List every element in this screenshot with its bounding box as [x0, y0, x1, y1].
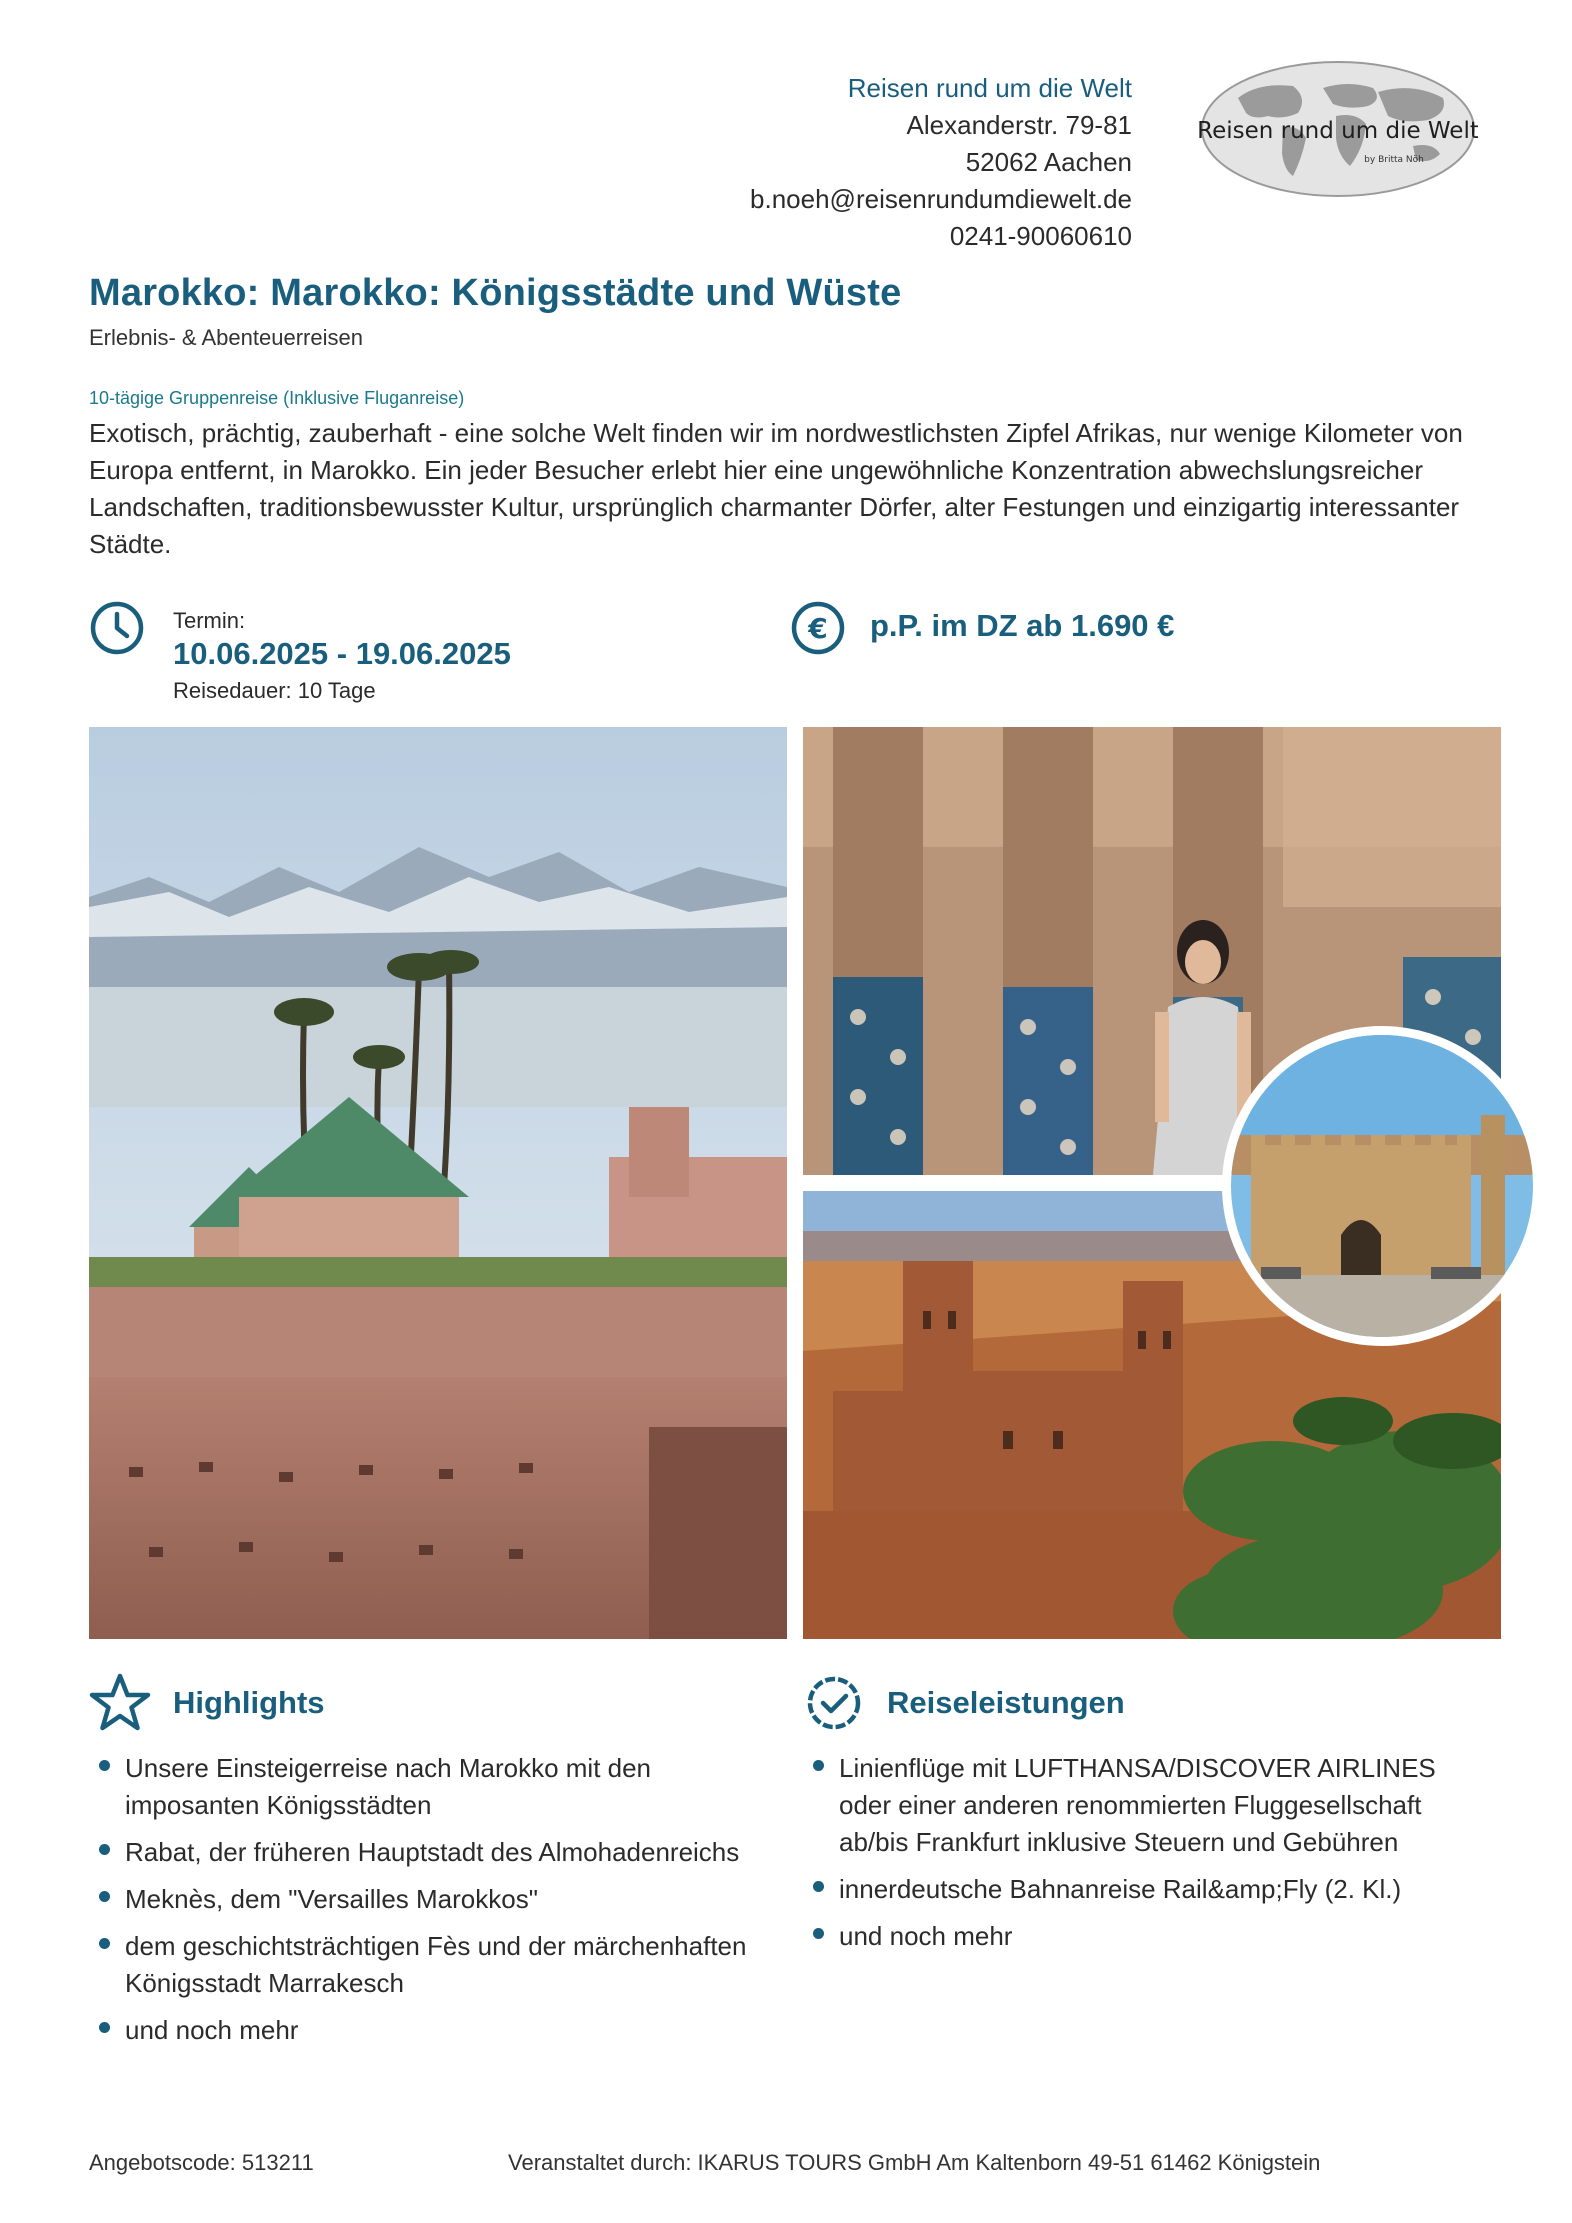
- email-link[interactable]: b.noeh@reisenrundumdiewelt.de: [750, 184, 1132, 214]
- list-item: Unsere Einsteigerreise nach Marokko mit den imposanten Königsstädten: [89, 1750, 779, 1824]
- fes-gate-photo: [1222, 1026, 1542, 1346]
- list-item: Meknès, dem "Versailles Marokkos": [89, 1881, 779, 1918]
- trip-intro: Exotisch, prächtig, zauberhaft - eine solche Welt finden wir im nordwestlichsten Zipfel Afrikas, nur wenige Kilometer von Europa entfernt, in Marokko. Ein jeder Besucher erlebt hier eine ungewöhnliche Konzentration abwechslungsreicher Landschaften, traditionsbewusster Kultur, ursprünglich charmanter Dörfer, alter Festungen und einzigartig interessanter Städte.: [89, 418, 1463, 559]
- list-item: dem geschichtsträchtigen Fès und der märchenhaften Königsstadt Marrakesch: [89, 1928, 779, 2002]
- svg-text:€: €: [808, 612, 828, 645]
- check-badge-icon: [803, 1672, 865, 1734]
- termin-dates: 10.06.2025 - 19.06.2025: [173, 636, 511, 671]
- services-heading: Reiseleistungen: [887, 1685, 1125, 1720]
- marrakesh-photo: [89, 727, 787, 1639]
- phone: 0241-90060610: [949, 221, 1132, 251]
- list-item: und noch mehr: [89, 2012, 779, 2049]
- organizer: Veranstaltet durch: IKARUS TOURS GmbH Am Kaltenborn 49-51 61462 Königstein: [508, 2150, 1321, 2175]
- services-list: [803, 1750, 1493, 1965]
- company-logo: [1198, 58, 1478, 200]
- price: p.P. im DZ ab 1.690 €: [870, 608, 1175, 643]
- city: 52062 Aachen: [965, 147, 1132, 177]
- termin-label: Termin:: [173, 608, 246, 633]
- list-item: und noch mehr: [803, 1918, 1493, 1955]
- logo-byline: by Britta Nöh: [1364, 155, 1424, 165]
- contact-block: [750, 70, 1132, 255]
- list-item: Rabat, der früheren Hauptstadt des Almohadenreichs: [89, 1834, 779, 1871]
- highlights-list: [89, 1750, 779, 2059]
- trip-title: Marokko: Marokko: Königsstädte und Wüste: [89, 272, 902, 314]
- star-icon: [89, 1672, 151, 1734]
- trip-duration: Reisedauer: 10 Tage: [173, 678, 376, 703]
- company-name: Reisen rund um die Welt: [847, 73, 1132, 103]
- list-item: innerdeutsche Bahnanreise Rail&amp;Fly (2. Kl.): [803, 1871, 1493, 1908]
- euro-icon: [790, 600, 846, 656]
- trip-category: Erlebnis- & Abenteuerreisen: [89, 325, 363, 350]
- logo-text: Reisen rund um die Welt: [1198, 118, 1478, 144]
- street: Alexanderstr. 79-81: [906, 110, 1132, 140]
- clock-icon: [89, 600, 145, 656]
- highlights-heading: Highlights: [173, 1685, 325, 1720]
- offer-code: Angebotscode: 513211: [89, 2150, 314, 2175]
- list-item: Linienflüge mit LUFTHANSA/DISCOVER AIRLINES oder einer anderen renommierten Fluggesellschaft ab/bis Frankfurt inklusive Steuern und Gebühren: [803, 1750, 1493, 1861]
- tour-type: 10-tägige Gruppenreise (Inklusive Fluganreise): [89, 388, 465, 408]
